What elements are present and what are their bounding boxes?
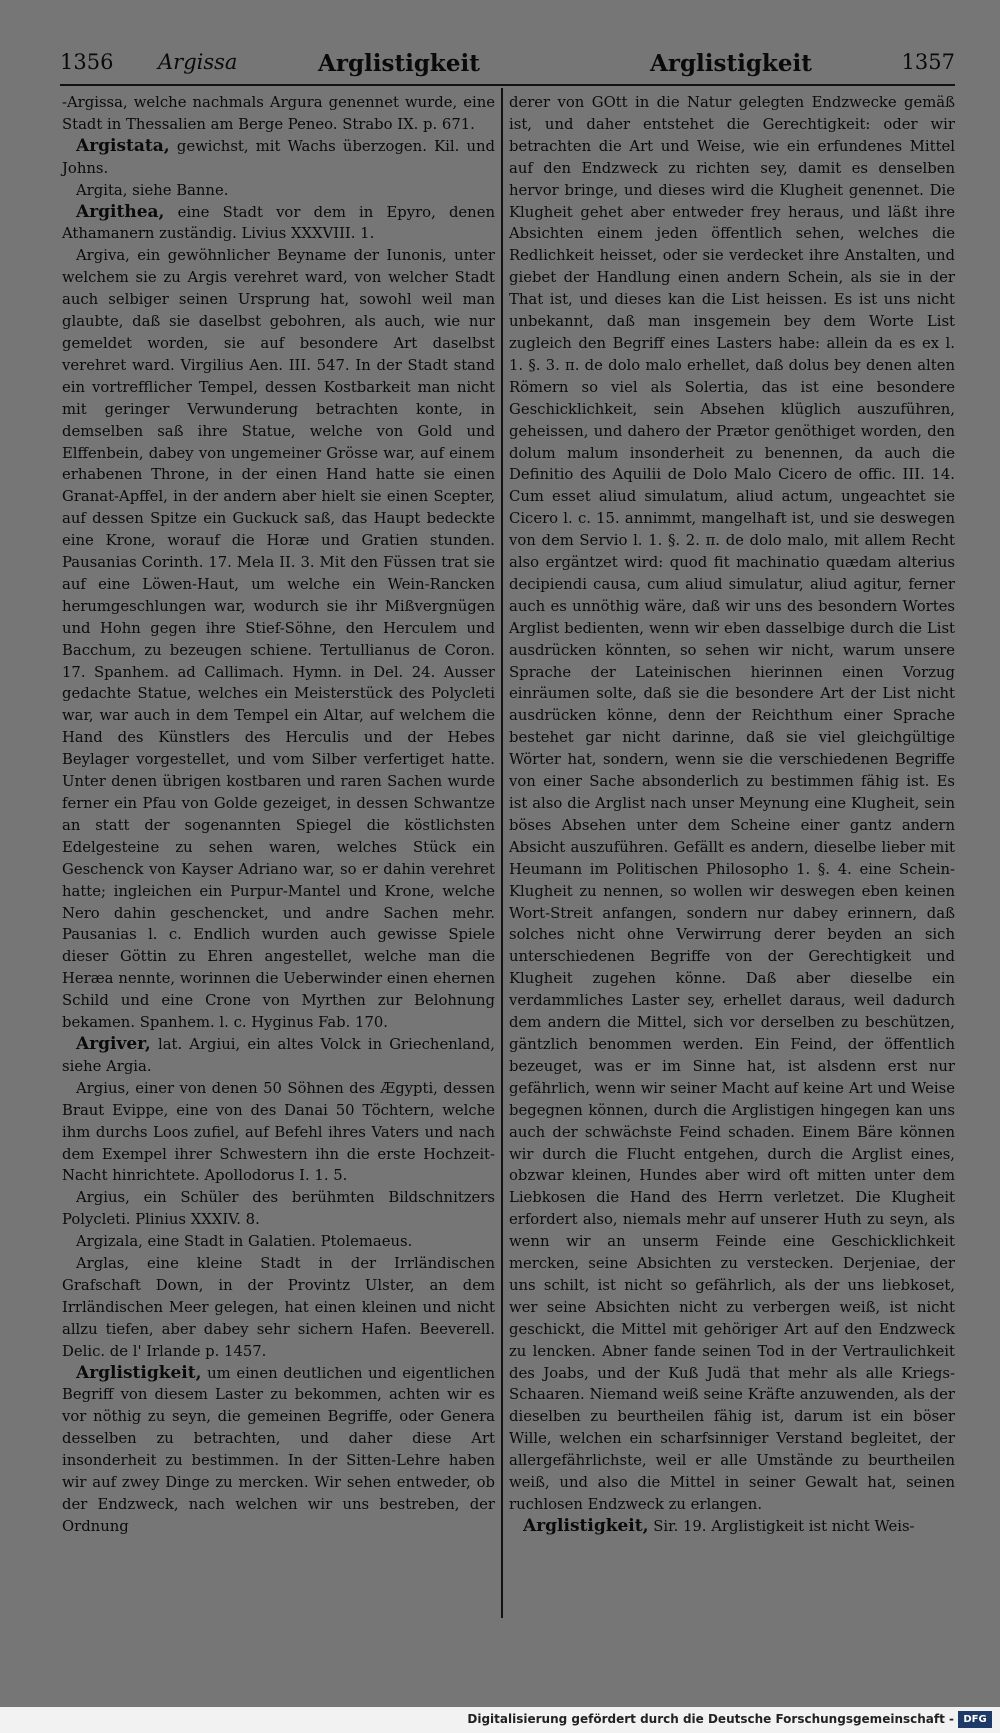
entry <box>62 1253 495 1363</box>
digitization-footer <box>0 1707 1000 1733</box>
entry <box>62 92 495 136</box>
entry <box>62 136 495 180</box>
entry-lemma: Arglistigkeit, <box>76 1362 202 1383</box>
catchword-left: Argissa <box>158 50 238 74</box>
entry-text: Argiva, ein gewöhnlicher Beyname der Iunonis, unter welchem sie zu Argis verehret ward, von welcher Stadt auch selbiger seinen Ursprung hat, sowohl weil man glaubte, daß sie daselbst gebohren, als auch, wie nur gemeldet worden, sie auf besondere Art daselbst verehret ward. Virgilius Aen. III. 547. In der Stadt stand ein vortrefflicher Tempel, dessen Kostbarkeit man nicht mit geringer Verwunderung betrachten konte, in demselben saß ihre Statue, welche von Gold und Elffenbein, dabey von ungemeiner Grösse war, auf einem erhabenen Throne, in der einen Hand hatte sie einen Granat-Apffel, in der andern aber hielt sie einen Scepter, auf dessen Spitze ein Guckuck saß, das Haupt bedeckte eine Krone, worauf die Horæ und Gratien stunden. Pausanias Corinth. 17. Mela II. 3. Mit den Füssen trat sie auf eine Löwen-Haut, um welche ein Wein-Rancken herumgeschlungen war, wodurch sie ihr Mißvergnügen und Hohn gegen ihre Stief-Söhne, den Herculem und Bacchum, zu bezeugen schiene. Tertullianus de Coron. 17. Spanhem. ad Callimach. Hymn. in Del. 24. Ausser gedachte Statue, welches ein Meisterstück des Polycleti war, war auch in dem Tempel ein Altar, auf welchem die Hand des Künstlers des Herculis und der Hebes Beylager vorgestellet, und vom Silber verfertiget hatte. Unter denen übrigen kostbaren und raren Sachen wurde ferner ein Pfau von Golde gezeiget, in dessen Schwantze an statt der sogenannten Spiegel die köstlichsten Edelgesteine zu sehen waren, welches Stück ein Geschenck von Kayser Adriano war, so er dahin verehret hatte; ingleichen ein Purpur-Mantel und Krone, welche Nero dahin geschencket, und andre Sachen mehr. Pausanias l. c. Endlich wurden auch gewisse Spiele dieser Göttin zu Ehren angestellet, welche man die Heræa nennte, worinnen die Ueberwinder einen ehernen Schild und eine Crone von Myrthen zur Belohnung bekamen. Spanhem. l. c. Hyginus Fab. 170. <box>62 247 495 1032</box>
entry <box>62 245 495 1034</box>
left-column <box>62 92 495 1538</box>
dfg-logo: DFG <box>958 1711 992 1728</box>
entry-text: Sir. 19. Arglistigkeit ist nicht Weis- <box>648 1517 915 1535</box>
entry-lemma: Argiver, <box>76 1033 151 1054</box>
entry-text: eine Stadt vor dem in Epyro, denen Athamanern zuständig. Livius XXXVIII. 1. <box>62 203 495 243</box>
entry-text: um einen deutlichen und eigentlichen Begriff von diesem Laster zu bekommen, achten wir es vor nöthig zu seyn, die gemeinen Begriffe, oder Genera desselben zu betrachten, und daher diese Art insonderheit zu bestimmen. In der Sitten-Lehre haben wir auf zwey Dinge zu mercken. Wir sehen entweder, ob der Endzweck, nach welchen wir uns bestreben, der Ordnung <box>62 1364 495 1535</box>
entry <box>62 1187 495 1231</box>
entry <box>62 1231 495 1253</box>
running-title-right: Arglistigkeit <box>650 50 812 77</box>
running-header <box>60 50 955 82</box>
entry-text: Arglas, eine kleine Stadt in der Irrländischen Grafschaft Down, in der Provintz Ulster, an dem Irrländischen Meer gelegen, hat einen kleinen und nicht allzu tiefen, aber dabey sehr sichern Hafen. Beeverell. Delic. de l' Irlande p. 1457. <box>62 1255 495 1360</box>
entry-text: Argius, ein Schüler des berühmten Bildschnitzers Polycleti. Plinius XXXIV. 8. <box>62 1189 495 1229</box>
header-rule <box>60 84 955 86</box>
entry-text: gewichst, mit Wachs überzogen. Kil. und Johns. <box>62 137 495 177</box>
entry-text: Argius, einer von denen 50 Söhnen des Ægypti, dessen Braut Evippe, eine von des Danai 50 Töchtern, welche ihm durchs Loos zufiel, auf Befehl ihres Vaters und nach dem Exempel ihrer Schwestern ihn die erste Hochzeit-Nacht hinrichtete. Apollodorus I. 1. 5. <box>62 1079 495 1185</box>
entry-lemma: Arglistigkeit, <box>523 1515 649 1536</box>
entry-text: lat. Argiui, ein altes Volck in Griechenland, siehe Argia. <box>62 1035 495 1075</box>
entry-text: Argita, siehe Banne. <box>76 181 229 199</box>
entry-text: Argizala, eine Stadt in Galatien. Ptolemaeus. <box>76 1233 413 1251</box>
entry <box>62 202 495 246</box>
entry-lemma: Argistata, <box>76 135 170 156</box>
running-title-left: Arglistigkeit <box>318 50 480 77</box>
entry <box>62 1363 495 1538</box>
funding-notice: Digitalisierung gefördert durch die Deutsche Forschungsgemeinschaft - <box>467 1712 954 1726</box>
entry <box>509 92 955 1516</box>
right-column <box>509 92 955 1538</box>
page-number-left: 1356 <box>60 50 114 74</box>
entry <box>62 180 495 202</box>
page-number-right: 1357 <box>901 50 955 74</box>
entry-lemma: Argithea, <box>76 201 165 222</box>
entry <box>62 1034 495 1078</box>
entry-text: derer von GOtt in die Natur gelegten Endzwecke gemäß ist, und daher entstehet die Gerechtigkeit: oder wir betrachten die Art und Weise, wie ein erfundenes Mittel auf den Endzweck zu richten sey, damit es denselben hervor bringe, und dieses wird die Klugheit genennet. Die Klugheit gehet aber entweder frey heraus, und läßt ihre Absichten einem jeden öffentlich sehen, welches die Redlichkeit heisset, oder sie verdecket ihre Anstalten, und giebet der Handlung einen andern Schein, als sie in der That ist, und dieses kan die List heissen. Es ist uns nicht unbekannt, daß man insgemein bey dem Worte List zugleich den Begriff eines Lasters habe: allein da es ex l. 1. §. 3. π. de dolo malo erhellet, daß dolus bey denen alten Römern so viel als Solertia, das ist eine besondere Geschicklichkeit, sein Absehen klüglich auszuführen, geheissen, und dahero der Prætor genöthiget worden, den dolum malum insonderheit zu benennen, da auch die Definitio des Aquilii de Dolo Malo Cicero de offic. III. 14. Cum esset aliud simulatum, aliud actum, ungeachtet sie Cicero l. c. 15. annimmt, mangelhaft ist, und sie deswegen von dem Servio l. 1. §. 2. π. de dolo malo, mit allem Recht also ergäntzet wird: quod fit machinatio quædam alterius decipiendi causa, cum aliud simulatur, aliud agitur, ferner auch es unnöthig wäre, daß wir uns des besondern Wortes Arglist bedienten, wenn wir eben dasselbige durch die List ausdrücken könnten, so sehen wir nicht, warum unsere Sprache der Lateinischen hierinnen einen Vorzug einräumen solte, daß sie die besondere Art der List nicht ausdrücken könne, denn der Reichthum einer Sprache bestehet gar nicht darinne, daß sie viel gleichgültige Wörter hat, sondern, wenn sie die verschiedenen Begriffe von einer Sache absonderlich zu bestimmen fähig ist. Es ist also die Arglist nach unser Meynung eine Klugheit, sein böses Absehen unter dem Scheine einer gantz andern Absicht auszuführen. Gefällt es andern, dieselbe lieber mit Heumann im Politischen Philosopho 1. §. 4. eine Schein-Klugheit zu nennen, so wollen wir deswegen eben keinen Wort-Streit anfangen, sondern nur dabey erinnern, daß solches nicht ohne Verwirrung derer beyden an sich unterschiedenen Begriffe von der Gerechtigkeit und Klugheit zugehen könne. Daß aber dieselbe ein verdammliches Laster sey, erhellet daraus, weil dadurch dem andern die Mittel, sich vor derselben zu beschützen, gäntzlich benommen werden. Ein Feind, der öffentlich bezeuget, was er im Sinne hat, ist alsdenn erst nur gefährlich, wenn wir seiner Macht auf keine Art und Weise begegnen können, durch die Arglistigen hingegen kan uns auch der schwächste Feind schaden. Einem Bäre können wir durch die Flucht entgehen, durch die Arglist eines, obzwar kleinen, Hundes aber wird oft mitten unter dem Liebkosen die Hand des Herrn verletzet. Die Klugheit erfordert also, niemals mehr auf unserer Huth zu seyn, als wenn wir an unserm Feinde eine Geschicklichkeit mercken, seine Absichten zu verstecken. Derjeniae, der uns schilt, ist nicht so gefährlich, als der uns liebkoset, wer seine Absichten nicht zu verbergen weiß, ist nicht geschickt, die Mittel mit gehöriger Art auf den Endzweck zu lencken. Abner fande seinen Tod in der Vertraulichkeit des Joabs, und der Kuß Judä that mehr als alle Kriegs-Schaaren. Niemand weiß seine Kräfte anzuwenden, als der dieselben zu beurtheilen fähig ist, darum ist ein böser Wille, welchen ein scharfsinniger Verstand begleitet, der allergefährlichste, weil er alle Umstände zu beurtheilen weiß, und also die Mittel in seiner Gewalt hat, seinen ruchlosen Endzweck zu erlangen. <box>509 94 955 1513</box>
entry <box>509 1516 955 1538</box>
entry-text: -Argissa, welche nachmals Argura genennet wurde, eine Stadt in Thessalien am Berge Peneo. Strabo IX. p. 671. <box>62 94 495 133</box>
column-divider <box>501 88 503 1618</box>
entry <box>62 1078 495 1188</box>
